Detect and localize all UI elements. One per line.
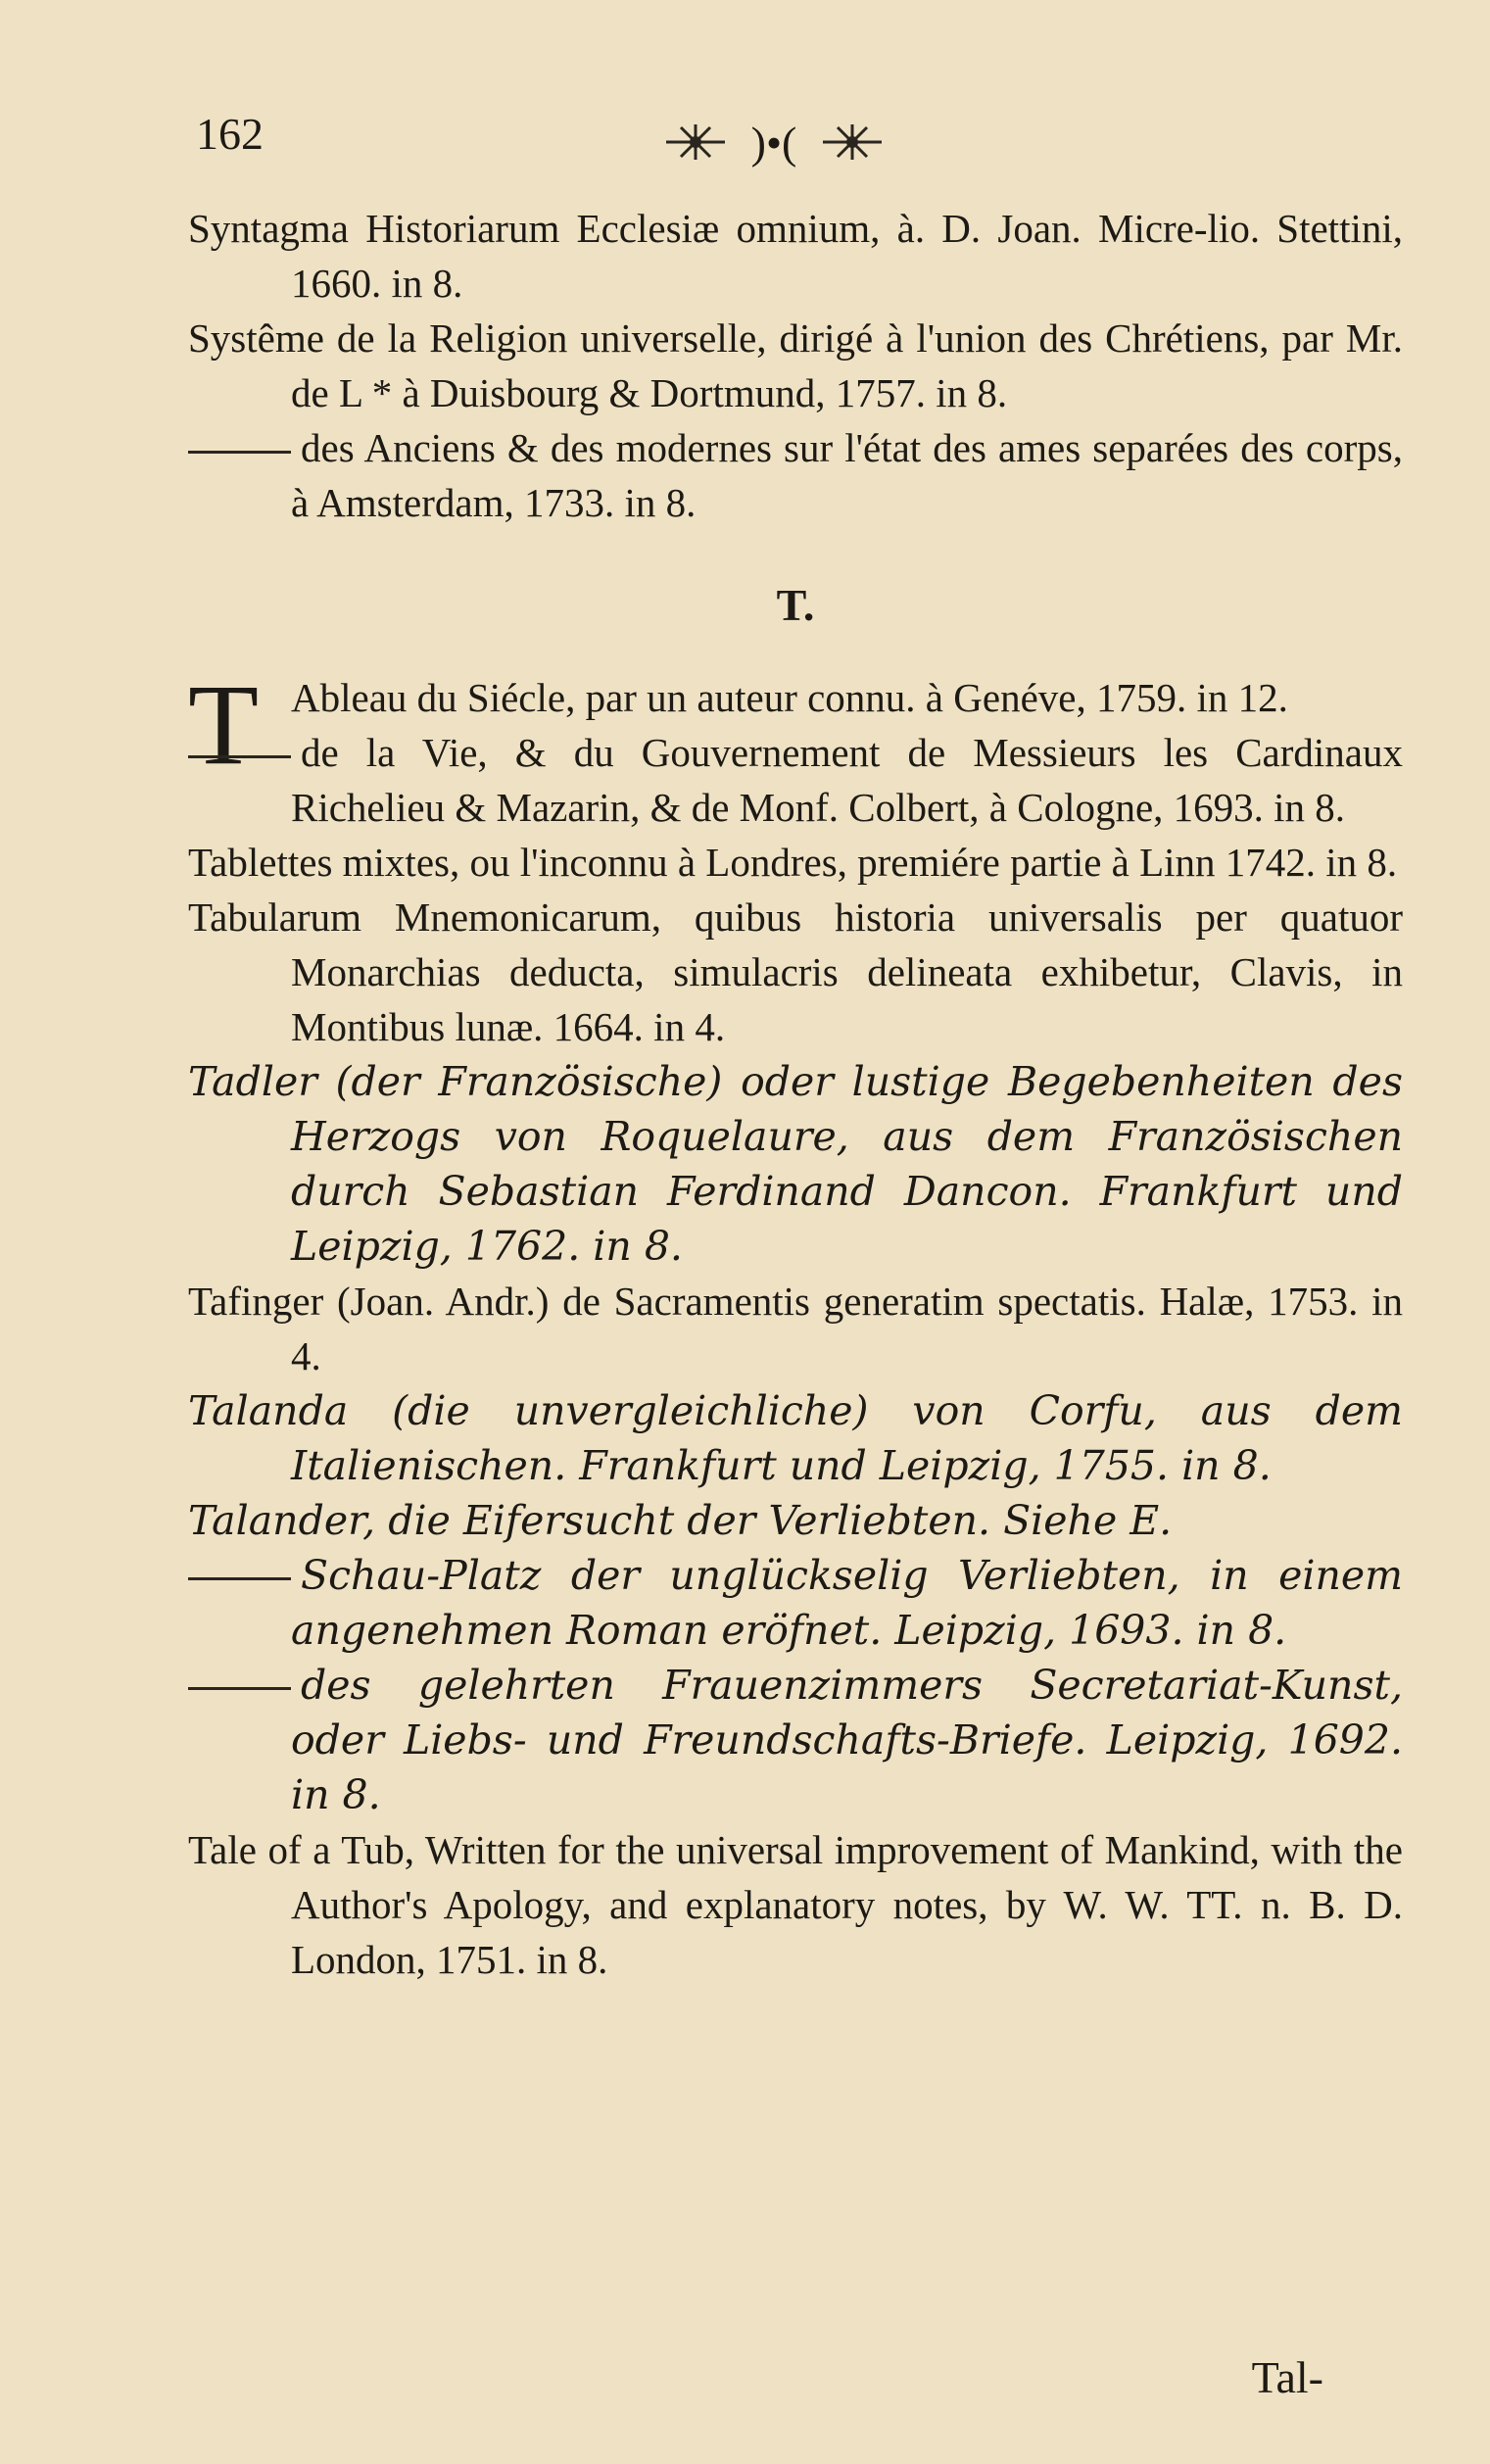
- catalogue-entry: Tablettes mixtes, ou l'inconnu à Londres, premiére partie à Linn 1742. in 8.: [188, 840, 1398, 885]
- ditto-dash: [188, 1577, 291, 1580]
- catalogue-entry: Systême de la Religion universelle, dirigé à l'union des Chrétiens, par Mr. de L * à Duisbourg & Dortmund, 1757. in 8.: [188, 315, 1403, 415]
- catalogue-entry: T Ableau du Siécle, par un auteur connu. à Genéve, 1759. in 12.: [188, 660, 1288, 789]
- catchword: Tal-: [1251, 2352, 1323, 2402]
- catalogue-entry: de la Vie, & du Gouvernement de Messieurs les Cardinaux Richelieu & Mazarin, & de Monf. Colbert, à Cologne, 1693. in 8.: [188, 725, 1403, 835]
- catalogue-entries: [188, 201, 1403, 1987]
- catalogue-entry: des gelehrten Frauenzimmers Secretariat-Kunst, oder Liebs- und Freundschafts-Briefe. Leipzig, 1692. in 8.: [188, 1658, 1403, 1822]
- catalogue-entry: Talanda (die unvergleichliche) von Corfu, aus dem Italienischen. Frankfurt und Leipzig, 1755. in 8.: [188, 1387, 1403, 1489]
- page-header: [196, 108, 1313, 176]
- header-ornament: [598, 108, 950, 176]
- catalogue-entry: Tadler (der Französische) oder lustige Begebenheiten des Herzogs von Roquelaure, aus dem Französischen durch Sebastian Ferdinand Dancon. Frankfurt und Leipzig, 1762. in 8.: [188, 1058, 1403, 1270]
- ditto-dash: [188, 451, 291, 454]
- star-ornament-icon: [661, 122, 730, 162]
- catalogue-entry: Tabularum Mnemonicarum, quibus historia universalis per quatuor Monarchias deducta, simulacris delineata exhibetur, Clavis, in Montibus lunæ. 1664. in 4.: [188, 894, 1403, 1049]
- catalogue-entry: Tafinger (Joan. Andr.) de Sacramentis generatim spectatis. Halæ, 1753. in 4.: [188, 1279, 1403, 1378]
- ditto-dash: [188, 1687, 291, 1690]
- ornament-text: )•(: [750, 117, 797, 168]
- drop-cap: T: [188, 660, 260, 789]
- page-number: 162: [196, 109, 264, 159]
- star-ornament-icon: [818, 122, 887, 162]
- catalogue-entry: Tale of a Tub, Written for the universal improvement of Mankind, with the Author's Apology, and explanatory notes, by W. W. TT. n. B. D. London, 1751. in 8.: [188, 1827, 1403, 1982]
- catalogue-entry: Syntagma Historiarum Ecclesiæ omnium, à. D. Joan. Micre-lio. Stettini, 1660. in 8.: [188, 206, 1403, 306]
- catalogue-entry: Schau-Platz der unglückselig Verliebten, in einem angenehmen Roman eröfnet. Leipzig, 1693. in 8.: [188, 1548, 1403, 1658]
- catalogue-entry: des Anciens & des modernes sur l'état des ames separées des corps, à Amsterdam, 1733. in 8.: [188, 420, 1403, 530]
- section-letter: T.: [776, 580, 815, 630]
- ditto-dash: [188, 755, 291, 758]
- catalogue-entry: Talander, die Eifersucht der Verliebten. Siehe E.: [188, 1497, 1173, 1544]
